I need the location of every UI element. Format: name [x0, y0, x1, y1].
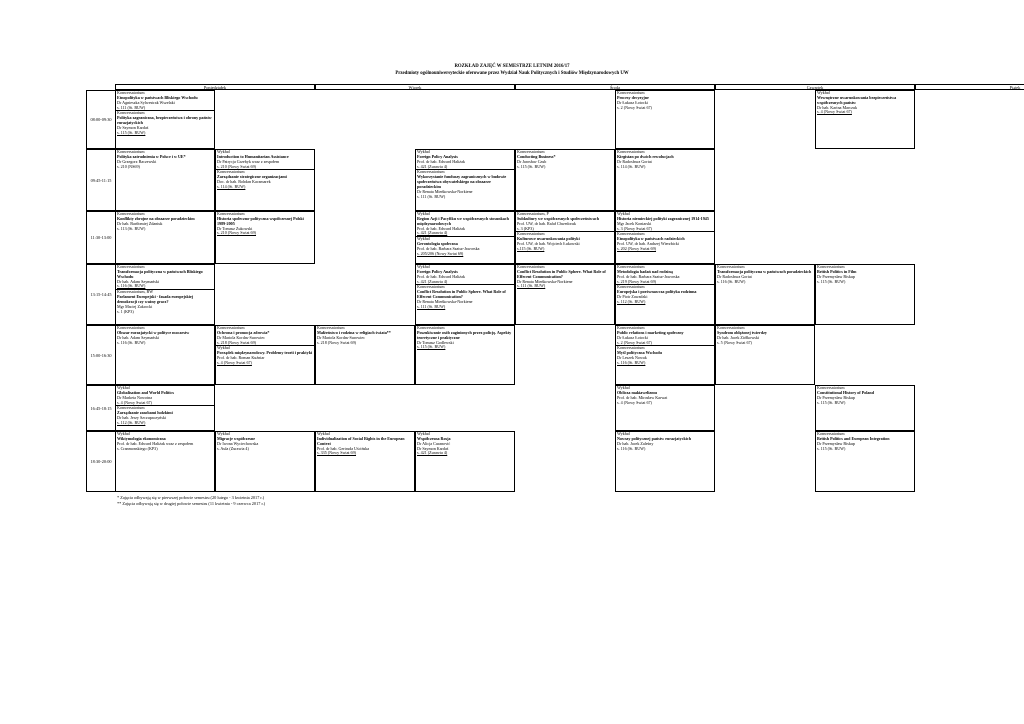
course-type: Konwersatorium: [717, 326, 745, 330]
course-room: s. 116 (St. BUW): [717, 279, 746, 284]
course-type: Wykład: [117, 432, 130, 436]
course-room: s. 111 (St. BUW): [117, 105, 146, 110]
course-room: s. 111 (St. BUW): [417, 304, 446, 309]
course-title: Conflict Resolution in Public Sphere. What Role of Effecent Communication?: [517, 269, 606, 279]
course-entry: [616, 265, 714, 284]
footnote: ** Zajęcia odbywają się w drugiej połowie semestru (11 kwietnia - 9 czerwca 2017 r.): [117, 501, 266, 506]
schedule-cell: [515, 264, 615, 325]
course-room: s. Aula (Żurawia 4): [217, 446, 249, 451]
course-title: Polityka zatrudnienia w Polsce i w UE*: [117, 154, 186, 159]
course-title: Polityka zagraniczna, bezpieczeństwa i obrony państw eurazjatyckich: [117, 116, 212, 126]
course-teacher: Dr Renata Mieńkowska-Norkiene: [417, 189, 473, 194]
course-type: Konwersatorium: [117, 150, 145, 154]
course-title: Kulturowe uwarunkowania polityki: [517, 237, 580, 242]
course-entry: [316, 432, 414, 456]
schedule-cell: [415, 325, 515, 385]
course-teacher: Dr Piotr Zawadzki: [617, 295, 648, 300]
course-room: s. 3 (Nowy Świat 67): [617, 226, 652, 231]
schedule-cell: [415, 264, 515, 325]
course-type: Wykład: [217, 432, 230, 436]
course-teacher: Dr hab. Karina Marczuk: [817, 105, 858, 110]
course-teacher: Dr hab. Bartłomiej Zdaniuk: [117, 221, 163, 226]
course-title: Oblicza makiawelizmu: [617, 390, 657, 395]
course-room: s. 1 (KP3): [117, 309, 134, 314]
course-room: s. 2 (Nowy Świat 67): [617, 105, 652, 110]
schedule-cell: [615, 211, 715, 264]
course-type: Wykład: [217, 346, 230, 351]
course-entry: [616, 150, 714, 169]
course-type: Wykład: [417, 265, 430, 269]
course-room: s. 421 (Żurawia 4): [417, 279, 448, 284]
course-room: s. 4 (Nowy Świat 67): [217, 360, 252, 365]
course-title: Kirgistan po dwóch rewolucjach: [617, 154, 674, 159]
course-teacher: Dr Przemysław Biskup: [817, 441, 855, 446]
course-type: Wykład: [417, 237, 430, 242]
course-type: Konwersatorium: [717, 265, 745, 269]
course-type: Wykład: [617, 386, 630, 390]
course-title: Małżeństwo i rodzina w religiach świata**: [317, 330, 391, 335]
course-room: s. 116 (St. BUW): [617, 360, 646, 365]
course-room: s. 113 (St. BUW): [117, 226, 146, 231]
course-teacher: Dr Łukasz Łotocki: [617, 100, 648, 105]
course-type: Wykład: [117, 386, 130, 390]
course-entry: [416, 326, 514, 350]
course-entry: [416, 150, 514, 169]
course-type: Konwersatorium: [117, 265, 145, 269]
course-entry: [116, 212, 214, 231]
course-room: s. 4 (Nowy Świat 67): [617, 400, 652, 405]
course-entry: [116, 432, 214, 451]
course-entry: [116, 110, 214, 135]
schedule-cell: [215, 431, 315, 492]
course-entry: [816, 386, 914, 405]
course-entry: [616, 345, 714, 365]
course-type: Konwersatorium: [117, 91, 145, 95]
course-room: s. 116 (St. BUW): [617, 446, 646, 451]
course-teacher: Prof. dr hab. Edward Haliżak: [417, 274, 465, 279]
course-type: Konwersatorium, P: [517, 212, 549, 216]
course-type: Wykład: [217, 150, 230, 154]
schedule-cell: [515, 149, 615, 211]
course-teacher: Dr Leszek Nowak: [617, 356, 647, 361]
course-room: s. 421 (Żurawia 4): [417, 231, 448, 236]
course-teacher: Dr Przemysław Biskup: [817, 395, 855, 400]
course-room: s. Cranmonskiego (KP3): [117, 446, 158, 451]
course-teacher: Dr Szymon Kardaś: [117, 125, 149, 130]
course-title: Obszar eurazjatycki w polityce mocarstw: [117, 330, 190, 335]
course-title: Individualization of Social Rights in the European Context: [317, 436, 405, 446]
schedule-cell: [715, 325, 815, 385]
time-label: 11:30-13:00: [86, 211, 115, 264]
course-room: s. 335 (Nowy Świat 69): [317, 451, 357, 456]
course-teacher: Dr Marketa Nowotna: [117, 395, 153, 400]
course-title: Wewnętrzne uwarunkowania bezpieczeństwa współczesnych państw: [817, 95, 897, 105]
course-teacher: Dr Przemysław Biskup: [817, 274, 855, 279]
schedule-cell: [415, 431, 515, 492]
page-subtitle: Przedmioty ogólnouniwersyteckie oferowane przez Wydział Nauk Politycznych i Studiów Międzynarodowych UW: [395, 70, 629, 76]
course-type: Konwersatorium: [617, 265, 645, 269]
course-room: s. 114 (St. BUW): [617, 164, 646, 169]
course-teacher: Prof. dr hab. Edward Haliżak: [417, 159, 465, 164]
course-room: s. 115 (St. BUW): [517, 164, 546, 169]
course-teacher: Dr Alicja Curanović: [417, 441, 451, 446]
course-teacher: Dr Patrycja Grzebyk wraz z zespołem: [217, 159, 280, 164]
course-title: Etnopolityka w państwach Bliskiego Wschodu: [117, 95, 198, 100]
schedule-cell: [615, 431, 715, 492]
course-type: Konwersatorium: [117, 111, 145, 116]
course-type: Konwersatorium: [617, 285, 645, 290]
schedule-cell: [615, 325, 715, 385]
time-label: 15:00-16:30: [86, 325, 115, 385]
course-entry: [116, 265, 214, 289]
course-entry: [216, 169, 314, 189]
course-room: s. 114 (St. BUW): [217, 184, 246, 189]
course-type: Konwersatorium: [817, 265, 845, 269]
course-teacher: Dr hab. Jacek Zaleśny: [617, 441, 654, 446]
course-room: s. 205/206 (Nowy Świat 69): [417, 251, 464, 256]
course-type: Konwersatorium: [617, 91, 645, 95]
course-type: Konwersatorium: [417, 170, 445, 175]
course-entry: [416, 265, 514, 284]
course-title: British Politics in Film: [817, 269, 857, 274]
course-entry: [416, 432, 514, 456]
course-entry: [616, 231, 714, 251]
course-entry: [716, 265, 814, 284]
course-teacher: Dr hab. Adam Szymański: [117, 335, 160, 340]
course-entry: [416, 169, 514, 199]
course-teacher: Prof. dr hab. Roman Kuźniar: [217, 356, 265, 361]
course-title: Gerontologia społeczna: [417, 242, 458, 247]
course-title: Myśl polityczna Wschodu: [617, 351, 662, 356]
course-entry: [116, 289, 214, 314]
schedule-cell: [815, 431, 915, 492]
course-type: Wykład: [317, 432, 330, 436]
schedule-cell: [115, 431, 215, 492]
time-label: 09:45-11:15: [86, 149, 115, 211]
time-label: 16:45-18:15: [86, 385, 115, 431]
course-entry: [616, 284, 714, 304]
course-entry: [816, 91, 914, 115]
footnote: * Zajęcia odbywają się w pierwszej połowie semestru (20 lutego - 3 kwietnia 2017 r.): [117, 495, 265, 500]
course-room: s. 112 (St. BUW): [117, 420, 146, 425]
course-entry: [416, 284, 514, 309]
course-title: Poszukiwanie osób zaginionych przez policję. Aspekty teoretyczne i praktyczne: [417, 330, 512, 340]
course-title: Historia niemieckiej polityki zagranicznej 1914-1945: [617, 216, 709, 221]
schedule-cell: [515, 211, 615, 264]
course-teacher: Mgr Jacek Koniarski: [617, 221, 652, 226]
course-teacher: Dr hab. Jacek Ziółkowski: [717, 335, 760, 340]
course-type: Konwersatorium: [517, 150, 545, 154]
schedule-cell: [115, 211, 215, 264]
course-entry: [816, 432, 914, 451]
course-teacher: Prof. dr hab. Gertruda Uścińska: [317, 446, 370, 451]
course-title: Foreign Policy Analysis: [417, 154, 458, 159]
course-type: Konwersatorium: [217, 326, 245, 330]
course-entry: [616, 386, 714, 405]
course-type: Konwersatorium: [817, 386, 845, 390]
course-teacher: Dr Mariola Kordas-Surowiec: [217, 335, 265, 340]
course-type: Konwersatorium: [617, 232, 645, 237]
course-room: s. 111 (St. BUW): [417, 194, 446, 199]
course-title: Konflikty zbrojne na obszarze poradzieckim: [117, 216, 195, 221]
course-title: Transformacja polityczna w państwach poradzieckich: [717, 269, 812, 274]
course-room: s. 421 (Żurawia 4): [417, 451, 448, 456]
course-room: s. 421 (Żurawia 4): [417, 164, 448, 169]
course-type: Wykład: [617, 432, 630, 436]
course-teacher: Dr Renata Mieńkowska-Norkiene: [517, 279, 573, 284]
course-title: Conflict Resolution in Public Sphere. What Role of Effecent Communication?: [417, 290, 506, 300]
schedule-cell: [815, 264, 915, 325]
course-room: s. 111 (St. BUW): [517, 284, 546, 289]
course-room: s. 115 (St. BUW): [117, 130, 146, 135]
page-title: ROZKŁAD ZAJĘĆ W SEMESTRZE LETNIM 2016/17: [454, 64, 570, 69]
course-title: British Politics and European Integration: [817, 436, 890, 441]
course-entry: [616, 212, 714, 231]
course-title: Wykorzystanie funduszy zagranicznych w budowie społeczeństwa obywatelskiego na obszarze poradzieckim: [417, 175, 507, 189]
course-type: Konwersatorium: [617, 326, 645, 330]
course-teacher: Dr Łukasz Łotocki: [617, 335, 648, 340]
schedule-cell: [315, 325, 415, 385]
course-type: Wykład: [417, 150, 430, 154]
course-room: s. 116 (St. BUW): [117, 340, 146, 345]
course-type: Konwersatorium: [817, 432, 845, 436]
course-entry: [216, 326, 314, 345]
course-room: s. 115 (St. BUW): [417, 345, 446, 350]
course-entry: [416, 236, 514, 256]
day-header-monday: Poniedziałek: [115, 84, 315, 90]
schedule-cell: [115, 264, 215, 325]
schedule-cell: [615, 385, 715, 431]
day-header-thursday: Czwartek: [715, 84, 915, 90]
course-entry: [116, 91, 214, 110]
course-title: Public relations i marketing społeczny: [617, 330, 684, 335]
course-type: Wykład: [417, 432, 430, 436]
course-teacher: Prof. dr hab. Mirosław Karwat: [617, 395, 668, 400]
course-title: Wiktymologia ekonomiczna: [117, 436, 166, 441]
course-type: Konwersatorium: [317, 326, 345, 330]
schedule-cell: [815, 90, 915, 149]
course-teacher: Dr Tomasz Godlewski: [417, 340, 454, 345]
schedule-cell: [615, 90, 715, 149]
course-room: s. 115 (St. BUW): [817, 446, 846, 451]
schedule-cell: [615, 149, 715, 211]
course-title: Europejska i porównawcza polityka rodzinna: [617, 290, 697, 295]
course-teacher: Dr Radosława Gortat: [717, 274, 752, 279]
course-title: Metodologia badań nad rodziną: [617, 269, 673, 274]
course-title: Conducting Business*: [517, 154, 556, 159]
course-entry: [616, 432, 714, 451]
course-teacher: Dr Agnieszka Sylwestrak Wszelaki: [117, 100, 175, 105]
schedule-cell: [315, 431, 415, 492]
course-type: Wykład: [417, 212, 430, 216]
time-label: 18:30-20:00: [86, 431, 115, 492]
course-entry: [516, 150, 614, 169]
course-entry: [316, 326, 414, 345]
course-type: Konwersatorium, BW: [117, 290, 154, 295]
course-entry: [116, 405, 214, 425]
course-type: Konwersatorium: [117, 326, 145, 330]
course-teacher: Dr Szymon Kardaś: [417, 446, 449, 451]
course-entry: [116, 326, 214, 345]
course-room: s.115 (St. BUW): [517, 246, 545, 251]
course-room: s. 115 (St. BUW): [817, 400, 846, 405]
course-teacher: Dr Jarosław Czub: [517, 159, 547, 164]
schedule-cell: [415, 211, 515, 264]
day-header-friday: Piątek: [915, 84, 1024, 90]
course-room: s. 210 (Nowy Świat 69): [217, 231, 257, 236]
course-teacher: Dr hab. Adam Szymański: [117, 279, 160, 284]
course-teacher: Prof. dr hab. Edward Haliżak: [417, 226, 465, 231]
course-teacher: Dr Radosława Gortat: [617, 159, 652, 164]
schedule-cell: [115, 90, 215, 149]
course-title: Zarządzanie zasobami ludzkimi: [117, 411, 173, 416]
course-entry: [216, 345, 314, 365]
course-room: s. 5 (Nowy Świat 67): [717, 340, 752, 345]
course-entry: [116, 150, 214, 169]
schedule-cell: [115, 385, 215, 431]
course-teacher: Doc. dr hab. Bohdan Kaczmarek: [217, 180, 271, 185]
course-title: Procesy decyzyjne: [617, 95, 649, 100]
footnotes: [117, 495, 265, 507]
course-room: s. 210 (Nowy Świat 69): [217, 164, 257, 169]
course-type: Konwersatorium: [417, 285, 445, 290]
schedule-cell: [215, 211, 315, 264]
schedule-cell: [415, 149, 515, 211]
course-type: Konwersatorium: [117, 212, 145, 216]
course-entry: [516, 265, 614, 289]
course-entry: [216, 432, 314, 451]
course-room: s. 115 (St. BUW): [817, 279, 846, 284]
schedule-cell: [815, 385, 915, 431]
course-title: Ochrona i promocja zdrowia*: [217, 330, 270, 335]
course-title: Introduction to Humanitarian Assistance: [217, 154, 289, 159]
course-room: s. 3 (KP3): [517, 226, 534, 231]
course-entry: [216, 212, 314, 236]
course-room: s. 112 (St. BUW): [617, 299, 646, 304]
course-type: Konwersatorium: [217, 212, 245, 216]
course-teacher: Mgr Maciej Zakrocki: [117, 304, 153, 309]
course-type: Konwersatorium: [217, 170, 245, 175]
time-label: 08:00-09:30: [86, 90, 115, 149]
course-type: Konwersatorium: [417, 326, 445, 330]
course-type: Wykład: [817, 91, 830, 95]
course-type: Konwersatorium: [117, 406, 145, 411]
time-label: 13:15-14:45: [86, 264, 115, 325]
course-teacher: Dr Grzegorz Baczewski: [117, 159, 157, 164]
course-type: Konwersatorium: [617, 346, 645, 351]
course-teacher: Prof. dr hab. Edward Haliżak wraz z zespołem: [117, 441, 194, 446]
course-entry: [416, 212, 514, 236]
course-title: Porządek międzynarodowy. Problemy teorii i praktyki: [217, 351, 313, 356]
course-room: s. 116 (St. BUW): [117, 284, 146, 289]
course-title: Etnopolityka w państwach radzieckich: [617, 237, 685, 242]
course-title: Nowszy politycznej państw eurazjatyckich: [617, 436, 692, 441]
course-teacher: Dr hab. Jerzy Szczupaczyński: [117, 416, 167, 421]
course-title: Współczesna Rosja: [417, 436, 451, 441]
course-teacher: Prof. dr hab. Barbara Szatur-Jaworska: [617, 274, 680, 279]
course-title: Globalisation and World Politics: [117, 390, 174, 395]
schedule-cell: [615, 264, 715, 325]
course-room: s. 4 (Nowy Świat 67): [117, 400, 152, 405]
course-entry: [216, 150, 314, 169]
course-title: Historia społeczno-polityczna współczesnej Polski 1989-2005: [217, 216, 304, 226]
course-teacher: Prof. UW, dr hab. Rafał Chwedoruk: [517, 221, 576, 226]
course-type: Konwersatorium: [517, 232, 545, 237]
schedule-heading: [0, 64, 1024, 77]
course-room: s. 202 (Nowy Świat 69): [617, 246, 657, 251]
course-room: s. 4 (Nowy Świat 67): [817, 110, 852, 115]
course-teacher: Dr Renata Mieńkowska-Norkiene: [417, 299, 473, 304]
course-entry: [616, 326, 714, 345]
course-entry: [516, 212, 614, 231]
course-type: Konwersatorium: [517, 265, 545, 269]
course-teacher: Prof. UW, dr hab. Wojciech Łukowski: [517, 242, 580, 247]
course-teacher: Dr Tomasz Żukowski: [217, 226, 253, 231]
course-title: Foreign Policy Analysis: [417, 269, 458, 274]
course-title: Subkultury we współczesnych społeczeństwach: [517, 216, 599, 221]
course-entry: [716, 326, 814, 345]
course-type: Konwersatorium: [617, 150, 645, 154]
course-room: s. 219 (Nowy Świat 69): [617, 279, 657, 284]
course-entry: [116, 386, 214, 405]
course-title: Constitutional History of Poland: [817, 390, 874, 395]
course-teacher: Prof. dr hab. Barbara Szatur-Jaworska: [417, 246, 480, 251]
course-teacher: Dr Iwona Wyciechowska: [217, 441, 259, 446]
schedule-cell: [215, 325, 315, 385]
day-header-tuesday: Wtorek: [315, 84, 515, 90]
course-title: Zarządzanie strategiczne organizacjami: [217, 175, 287, 180]
course-title: Migracje współczesne: [217, 436, 256, 441]
course-title: Region Azji i Pacyfiku we współczesnych stosunkach międzynarodowych: [417, 216, 509, 226]
schedule-cell: [215, 149, 315, 211]
course-room: s. 218 (Nowy Świat 69): [317, 340, 357, 345]
course-title: Parlament Europejski - fasada europejskiej demokracji czy ważny gracz?: [117, 295, 194, 304]
course-room: s. 2 (Nowy Świat 67): [617, 340, 652, 345]
schedule-cell: [115, 325, 215, 385]
day-header-wednesday: Środa: [515, 84, 715, 90]
course-room: s. 210 (NS69): [117, 164, 140, 169]
schedule-cell: [115, 149, 215, 211]
course-entry: [516, 231, 614, 251]
course-type: Wykład: [617, 212, 630, 216]
course-room: s. 218 (Nowy Świat 69): [217, 340, 257, 345]
course-title: Syndrom oblężonej twierdzy: [717, 330, 767, 335]
course-title: Transformacja polityczna w państwach Bliskiego Wschodu: [117, 269, 203, 279]
course-teacher: Prof. UW, dr hab. Andrzej Wierzbicki: [617, 242, 679, 247]
course-entry: [816, 265, 914, 284]
course-teacher: Dr Mariola Kordas-Surowiec: [317, 335, 365, 340]
course-entry: [616, 91, 714, 110]
schedule-cell: [715, 264, 815, 325]
